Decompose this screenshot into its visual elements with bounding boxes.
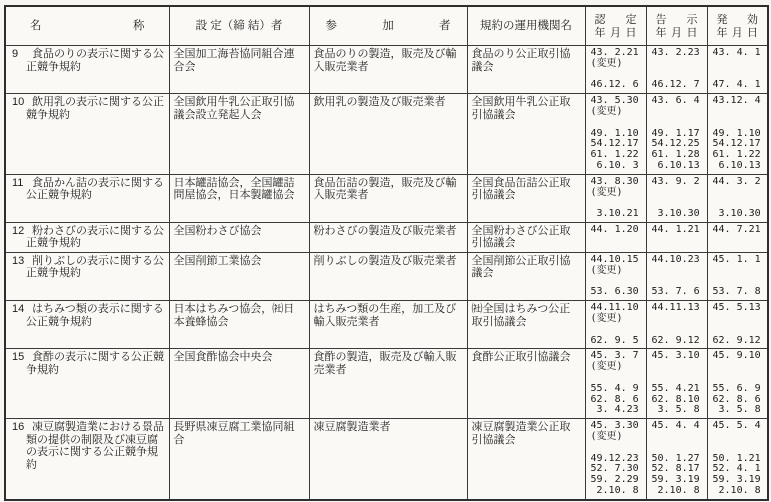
date-line: 62. 8. 6 xyxy=(590,393,639,405)
header-char: 日 xyxy=(625,26,637,39)
header-participants xyxy=(309,6,467,46)
header-char: 日 xyxy=(747,26,758,39)
header-char: 月 xyxy=(731,26,743,39)
rule-name: はちみつ類の表示に関する公正競争規約 xyxy=(26,303,164,328)
date-line: 3. 4.23 xyxy=(590,404,639,416)
approval-dates-cell xyxy=(585,349,646,419)
header-char: 称 xyxy=(133,19,145,32)
establisher-cell: 日本罐詰協会，全国罐詰問屋協会，日本製罐協会 xyxy=(169,174,309,222)
date-line: 6.10.13 xyxy=(651,159,700,171)
effective-dates-cell xyxy=(707,222,768,252)
establisher-cell: 全国加工海苔協同組合連合会 xyxy=(169,46,309,94)
date-line: 49.12.23 xyxy=(590,452,639,464)
participants-cell: 食品のりの製造，販売及び輸入販売業者 xyxy=(309,46,467,94)
rule-name: 飲用乳の表示に関する公正競争規約 xyxy=(26,96,164,121)
table-header xyxy=(5,6,768,46)
date-line: 6.10. 3 xyxy=(590,159,639,171)
rule-number: 12 xyxy=(12,224,25,237)
operator-cell: 全国食品缶詰公正取引協議会 xyxy=(467,174,585,222)
effective-dates-cell xyxy=(707,349,768,419)
date-line: 52. 8.17 xyxy=(651,463,700,475)
operator-cell: 全国粉わさび公正取引協議会 xyxy=(467,222,585,252)
date-line: 44.10.15 xyxy=(590,253,639,265)
date-line: 54.12.17 xyxy=(712,138,761,150)
scanned-document-page xyxy=(0,5,771,502)
rule-number: 10 xyxy=(12,96,25,109)
approval-dates-cell xyxy=(585,46,646,94)
date-line: 45. 3. 7 xyxy=(590,350,639,362)
date-line xyxy=(713,118,766,129)
date-line: 55. 4.21 xyxy=(651,382,700,394)
operator-cell: 凍豆腐製造業公正取引協議会 xyxy=(467,419,585,500)
notice-dates-cell xyxy=(646,252,707,300)
notice-dates-cell xyxy=(646,46,707,94)
date-line: 54.12.17 xyxy=(590,138,639,150)
establisher-cell: 全国食酢協会中央会 xyxy=(169,349,309,419)
date-line: 45. 5.13 xyxy=(712,302,761,314)
date-line xyxy=(652,443,705,454)
approval-dates-cell xyxy=(585,222,646,252)
participants-cell: 飲用乳の製造及び販売業者 xyxy=(309,94,467,175)
notice-dates-cell xyxy=(646,222,707,252)
date-line xyxy=(713,443,766,454)
header-char: 日 xyxy=(686,26,698,39)
date-line xyxy=(713,59,766,70)
date-line: 55. 4. 9 xyxy=(590,382,639,394)
date-line: (変更) xyxy=(590,361,623,373)
date-line: 43. 2.21 xyxy=(590,47,639,58)
header-notice-date xyxy=(646,6,707,46)
date-line: 2.10. 8 xyxy=(651,484,700,496)
date-line: 61. 1.28 xyxy=(651,149,700,161)
approval-dates-cell xyxy=(585,174,646,222)
rule-number: 9 xyxy=(12,48,19,60)
date-line: 44. 1.20 xyxy=(590,223,639,235)
rule-name: 削りぶしの表示に関する公正競争規約 xyxy=(26,254,164,280)
date-line: 44.11.10 xyxy=(590,302,639,314)
header-establisher xyxy=(169,6,309,46)
date-line: 2.10. 8 xyxy=(590,484,639,496)
rule-number: 11 xyxy=(12,176,24,189)
rules-table-body xyxy=(5,46,768,500)
header-char: 名 xyxy=(30,19,42,32)
notice-dates-cell xyxy=(646,419,707,500)
header-char: 年 xyxy=(594,26,606,39)
approval-dates-cell xyxy=(585,94,646,175)
date-line: 43. 9. 2 xyxy=(651,175,700,187)
date-line xyxy=(652,432,705,443)
date-line: 53. 6.30 xyxy=(590,286,639,298)
header-row xyxy=(5,6,768,46)
date-line: 3.10.30 xyxy=(712,208,761,220)
table-row xyxy=(5,174,768,222)
date-line: 53. 7. 8 xyxy=(712,286,761,298)
date-line: 59. 2.29 xyxy=(590,474,639,486)
date-line: 49. 1.10 xyxy=(712,127,761,139)
header-char: 告 xyxy=(655,13,667,26)
date-line: (変更) xyxy=(590,312,623,324)
date-line: 61. 1.22 xyxy=(590,149,639,161)
date-line: 52. 4. 1 xyxy=(712,463,761,475)
date-line: 46.12. 6 xyxy=(590,79,639,91)
rule-name: 凍豆腐製造業における景品類の提供の制限及び凍豆腐の表示に関する公正競争規約 xyxy=(26,421,164,471)
rule-number: 16 xyxy=(12,421,25,434)
date-line: 45. 4. 4 xyxy=(651,420,700,432)
approval-dates-cell xyxy=(585,252,646,300)
effective-dates-cell xyxy=(707,419,768,500)
date-line: 55. 6. 9 xyxy=(712,382,761,394)
date-line: (変更) xyxy=(590,430,623,442)
participants-cell: 食酢の製造，販売及び輸入販売業者 xyxy=(309,349,467,419)
participants-cell: 食品缶詰の製造，販売及び輸入販売業者 xyxy=(309,174,467,222)
effective-dates-cell xyxy=(707,301,768,349)
notice-dates-cell xyxy=(646,174,707,222)
effective-dates-cell xyxy=(707,252,768,300)
table-row xyxy=(5,419,768,500)
header-char: 加 xyxy=(382,19,394,32)
date-line xyxy=(652,188,705,199)
date-line: 47. 4. 1 xyxy=(712,79,761,91)
date-line: 49. 1.10 xyxy=(590,127,639,139)
date-line: 45. 5. 4 xyxy=(712,420,761,432)
date-line: 62. 9.12 xyxy=(712,334,761,346)
operator-cell: 食品のり公正取引協議会 xyxy=(467,46,585,94)
rule-name: 食品のりの表示に関する公正競争規約 xyxy=(26,48,164,73)
date-line: 3. 5. 8 xyxy=(651,404,700,416)
date-line: (変更) xyxy=(590,264,623,276)
header-char: 参 xyxy=(325,19,337,32)
effective-dates-cell xyxy=(707,94,768,175)
establisher-cell: 全国削節工業協会 xyxy=(169,252,309,300)
date-line: 45. 9.10 xyxy=(712,350,761,362)
establisher-cell: 全国飲用牛乳公正取引協議会設立発起人会 xyxy=(169,94,309,175)
date-line xyxy=(713,314,766,325)
header-char: 者 xyxy=(439,19,451,32)
participants-cell: 粉わさびの製造及び販売業者 xyxy=(309,222,467,252)
rule-name: 粉わさびの表示に関する公正競争規約 xyxy=(26,224,164,250)
rule-number: 15 xyxy=(12,351,25,364)
table-row xyxy=(5,301,768,349)
date-line: 44. 3. 2 xyxy=(712,175,761,187)
operator-cell: ㈳全国はちみつ公正取引協議会 xyxy=(467,301,585,349)
approval-dates-cell xyxy=(585,419,646,500)
establisher-cell: 長野県凍豆腐工業協同組合 xyxy=(169,419,309,500)
operator-cell: 全国飲用牛乳公正取引協議会 xyxy=(467,94,585,175)
date-line: 43. 8.30 xyxy=(590,175,639,187)
header-name xyxy=(5,6,169,46)
date-line: 43. 6. 4 xyxy=(651,95,700,107)
header-char: 年 xyxy=(655,26,667,39)
table-row xyxy=(5,252,768,300)
rule-name: 食酢の表示に関する公正競争規約 xyxy=(26,351,164,376)
date-line: 49. 1.17 xyxy=(651,127,700,139)
date-line: (変更) xyxy=(590,105,623,117)
date-line: 6.10.13 xyxy=(712,159,761,171)
date-line: (変更) xyxy=(590,57,623,69)
date-line: 46.12. 7 xyxy=(651,79,700,91)
header-label: 規約の運用機関名 xyxy=(480,19,572,32)
header-char: 年 xyxy=(716,26,728,39)
operator-cell: 全国削節公正取引協議会 xyxy=(467,252,585,300)
operator-cell: 食酢公正取引協議会 xyxy=(467,349,585,419)
approval-dates-cell xyxy=(585,301,646,349)
table-row xyxy=(5,94,768,175)
header-effective-date xyxy=(707,6,768,46)
date-line xyxy=(652,266,705,277)
rule-name-cell xyxy=(5,349,169,419)
header-char: 月 xyxy=(610,26,621,39)
header-approval-date xyxy=(585,6,646,46)
date-line: 62. 9. 5 xyxy=(590,334,639,346)
date-line: 44.10.23 xyxy=(651,253,700,265)
date-line: 44. 1.21 xyxy=(651,223,700,235)
date-line xyxy=(652,59,705,70)
date-line xyxy=(713,188,766,199)
rule-name-cell xyxy=(5,252,169,300)
establisher-cell: 日本はちみつ協会，㈳日本養蜂協会 xyxy=(169,301,309,349)
date-line: 45. 3.10 xyxy=(651,350,700,362)
date-line: 53. 7. 6 xyxy=(651,286,700,298)
date-line: 43. 5.30 xyxy=(590,95,639,107)
rule-number: 13 xyxy=(12,254,25,267)
date-line xyxy=(713,107,766,118)
rule-number: 14 xyxy=(12,303,25,316)
date-line: 3.10.30 xyxy=(651,208,700,220)
date-line xyxy=(713,266,766,277)
header-operator xyxy=(467,6,585,46)
participants-cell: はちみつ類の生産，加工及び輸入販売業者 xyxy=(309,301,467,349)
notice-dates-cell xyxy=(646,301,707,349)
date-line xyxy=(652,107,705,118)
date-line: 62. 8. 6 xyxy=(712,393,761,405)
date-line: 44.11.13 xyxy=(651,302,700,314)
date-line: 62. 8.10 xyxy=(651,393,700,405)
date-line xyxy=(652,314,705,325)
rule-name-cell xyxy=(5,174,169,222)
date-line: 45. 1. 1 xyxy=(712,253,761,265)
date-line: 52. 7.30 xyxy=(590,463,639,475)
header-char: 認 xyxy=(594,13,606,26)
date-line: (変更) xyxy=(590,186,623,198)
date-line xyxy=(713,325,766,336)
table-row xyxy=(5,222,768,252)
header-char: 効 xyxy=(747,13,758,26)
date-line: 3.10.21 xyxy=(590,208,639,220)
effective-dates-cell xyxy=(707,46,768,94)
establisher-cell: 全国粉わさび協会 xyxy=(169,222,309,252)
date-line xyxy=(652,325,705,336)
date-line: 43. 2.23 xyxy=(651,47,700,58)
rule-name-cell xyxy=(5,222,169,252)
date-line: 59. 3.19 xyxy=(651,474,700,486)
rule-name-cell xyxy=(5,94,169,175)
date-line: 2.10. 8 xyxy=(712,484,761,496)
table-row xyxy=(5,349,768,419)
date-line xyxy=(652,118,705,129)
date-line xyxy=(713,362,766,373)
date-line: 54.12.25 xyxy=(651,138,700,150)
participants-cell: 凍豆腐製造業者 xyxy=(309,419,467,500)
date-line: 50. 1.21 xyxy=(712,452,761,464)
date-line xyxy=(591,118,644,129)
date-line: 50. 1.27 xyxy=(651,452,700,464)
fair-competition-rules-table xyxy=(4,5,769,501)
date-line xyxy=(652,362,705,373)
participants-cell: 削りぶしの製造及び販売業者 xyxy=(309,252,467,300)
notice-dates-cell xyxy=(646,94,707,175)
notice-dates-cell xyxy=(646,349,707,419)
effective-dates-cell xyxy=(707,174,768,222)
date-line xyxy=(591,443,644,454)
date-line: 44. 7.21 xyxy=(712,223,761,235)
rule-name-cell xyxy=(5,46,169,94)
rule-name-cell xyxy=(5,419,169,500)
date-line xyxy=(713,432,766,443)
table-row xyxy=(5,46,768,94)
header-char: 月 xyxy=(671,26,682,39)
date-line: 43.12. 4 xyxy=(712,95,761,107)
header-label: 設 定（締 結）者 xyxy=(195,19,283,32)
date-line xyxy=(591,325,644,336)
header-char: 発 xyxy=(716,13,728,26)
date-line: 59. 3.19 xyxy=(712,474,761,486)
header-char: 定 xyxy=(625,13,637,26)
date-line: 61. 1.22 xyxy=(712,149,761,161)
date-line: 45. 3.30 xyxy=(590,420,639,432)
rule-name: 食品かん詰の表示に関する公正競争規約 xyxy=(26,176,164,202)
header-char: 示 xyxy=(686,13,698,26)
date-line: 62. 9.12 xyxy=(651,334,700,346)
date-line: 43. 4. 1 xyxy=(712,47,761,58)
rule-name-cell xyxy=(5,301,169,349)
date-line: 3. 5. 8 xyxy=(712,404,761,416)
